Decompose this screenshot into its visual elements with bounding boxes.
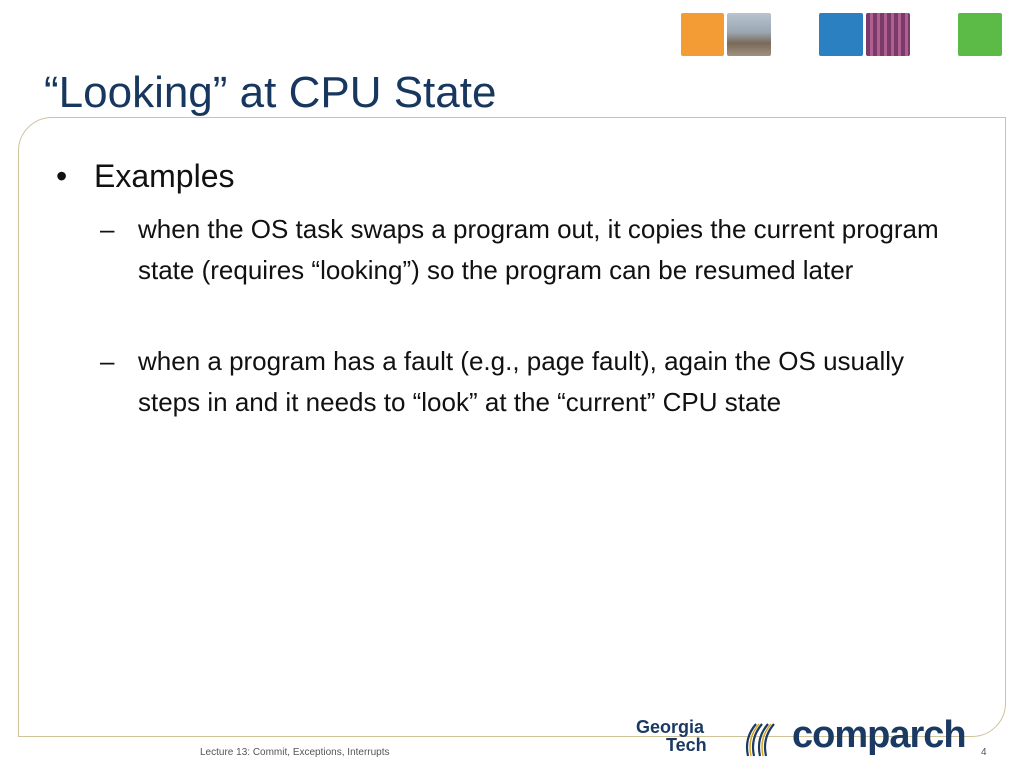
comparch-logo: comparch <box>792 714 966 756</box>
swirl-logo-icon <box>738 716 782 760</box>
footer-lecture-text: Lecture 13: Commit, Exceptions, Interrupts <box>200 747 390 758</box>
page-number: 4 <box>981 747 987 758</box>
subbullet-fault <box>100 341 950 464</box>
bullet-marker: • <box>56 158 68 194</box>
georgia-tech-logo-word1: Georgia <box>636 717 705 737</box>
subbullet-marker: – <box>100 214 115 244</box>
circuit-photo-thumbnail <box>866 13 910 56</box>
subbullet-text: when the OS task swaps a program out, it copies the current program state (requires “looking”) so the program can be resumed later <box>138 214 939 285</box>
subbullet-marker: – <box>100 346 115 376</box>
georgia-tech-logo-word2: Tech <box>666 735 707 755</box>
blue-square-decoration <box>819 13 863 56</box>
subbullet-text: when a program has a fault (e.g., page fault), again the OS usually steps in and it needs to “look” at the “current” CPU state <box>138 346 905 417</box>
orange-square-decoration <box>681 13 724 56</box>
slide-title: “Looking” at CPU State <box>44 68 497 117</box>
subbullet-swap <box>100 209 950 332</box>
green-square-decoration <box>958 13 1002 56</box>
logo-area <box>632 712 972 768</box>
bullet-text: Examples <box>94 158 235 194</box>
campus-photo-thumbnail <box>727 13 771 56</box>
